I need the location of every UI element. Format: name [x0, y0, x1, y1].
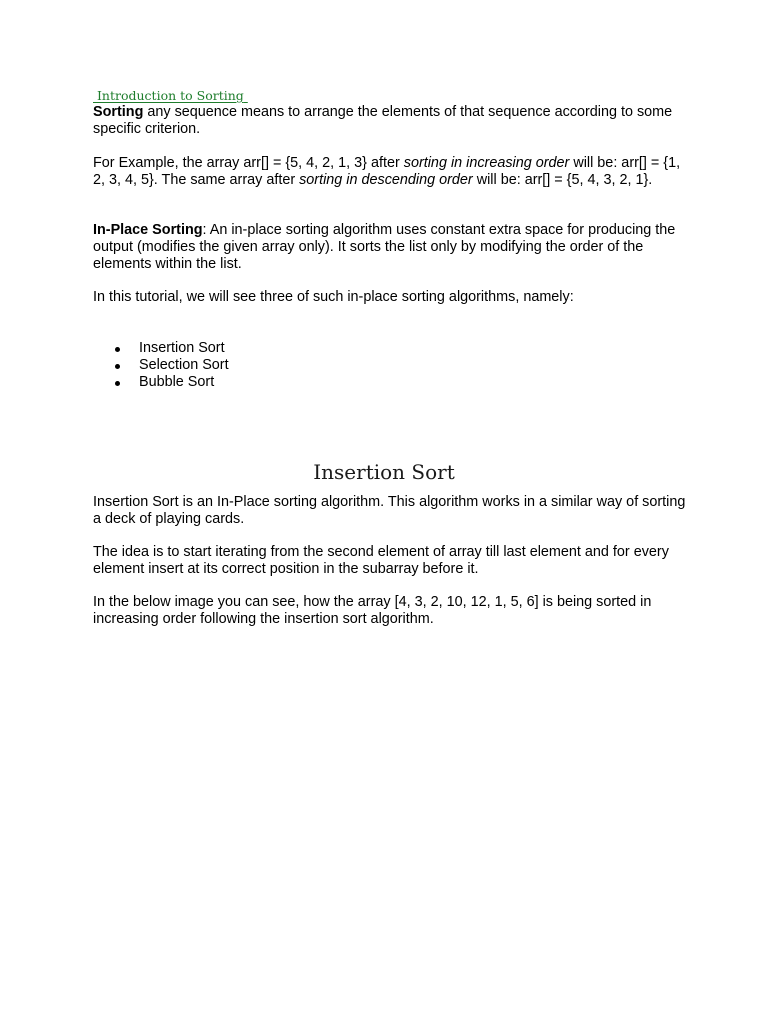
example-paragraph: [93, 155, 693, 189]
insertion-paragraph-2: The idea is to start iterating from the second element of array till last element and for every element insert at its correct position in the subarray before it.: [93, 544, 669, 577]
inplace-paragraph: [93, 222, 693, 272]
example-emphasis-descending: sorting in descending order: [299, 171, 473, 188]
inplace-term: In-Place Sorting: [93, 222, 203, 238]
example-emphasis-increasing: sorting in increasing order: [403, 155, 570, 171]
bullet-icon: [115, 381, 120, 386]
example-text-3: will be: arr[] = {5, 4, 3, 2, 1}.: [472, 171, 653, 188]
sorting-definition-text: any sequence means to arrange the elements of that sequence according to some specific criterion.: [93, 104, 673, 137]
inplace-definition-text: : An in-place sorting algorithm uses constant extra space for producing the output (modifies the given array only). It sorts the list only by modifying the order of the elements within the list.: [93, 222, 676, 272]
sorting-definition-paragraph: [93, 104, 693, 138]
insertion-paragraph-1: Insertion Sort is an In-Place sorting algorithm. This algorithm works in a similar way of sorting a deck of playing cards.: [93, 494, 686, 527]
example-text-1: For Example, the array arr[] = {5, 4, 2, 1, 3} after: [93, 155, 404, 171]
bullet-icon: [115, 364, 120, 369]
insertion-sort-title: Insertion Sort: [313, 460, 455, 484]
example-text-2: will be: arr[] = {1, 2, 3, 4, 5}. The same array after: [93, 155, 681, 188]
bullet-icon: [115, 347, 120, 352]
sorting-term: Sorting: [93, 104, 144, 120]
list-item-label: Selection Sort: [139, 356, 229, 373]
insertion-paragraph-3: In the below image you can see, how the array [4, 3, 2, 10, 12, 1, 5, 6] is being sorted in increasing order following the insertion sort algorithm.: [93, 594, 652, 627]
list-item-label: Insertion Sort: [139, 340, 225, 356]
intro-heading-text: Introduction to Sorting: [96, 88, 244, 103]
tutorial-intro-paragraph: In this tutorial, we will see three of such in-place sorting algorithms, namely:: [93, 289, 574, 305]
list-item-label: Bubble Sort: [139, 373, 215, 390]
intro-heading-link[interactable]: [93, 88, 248, 103]
